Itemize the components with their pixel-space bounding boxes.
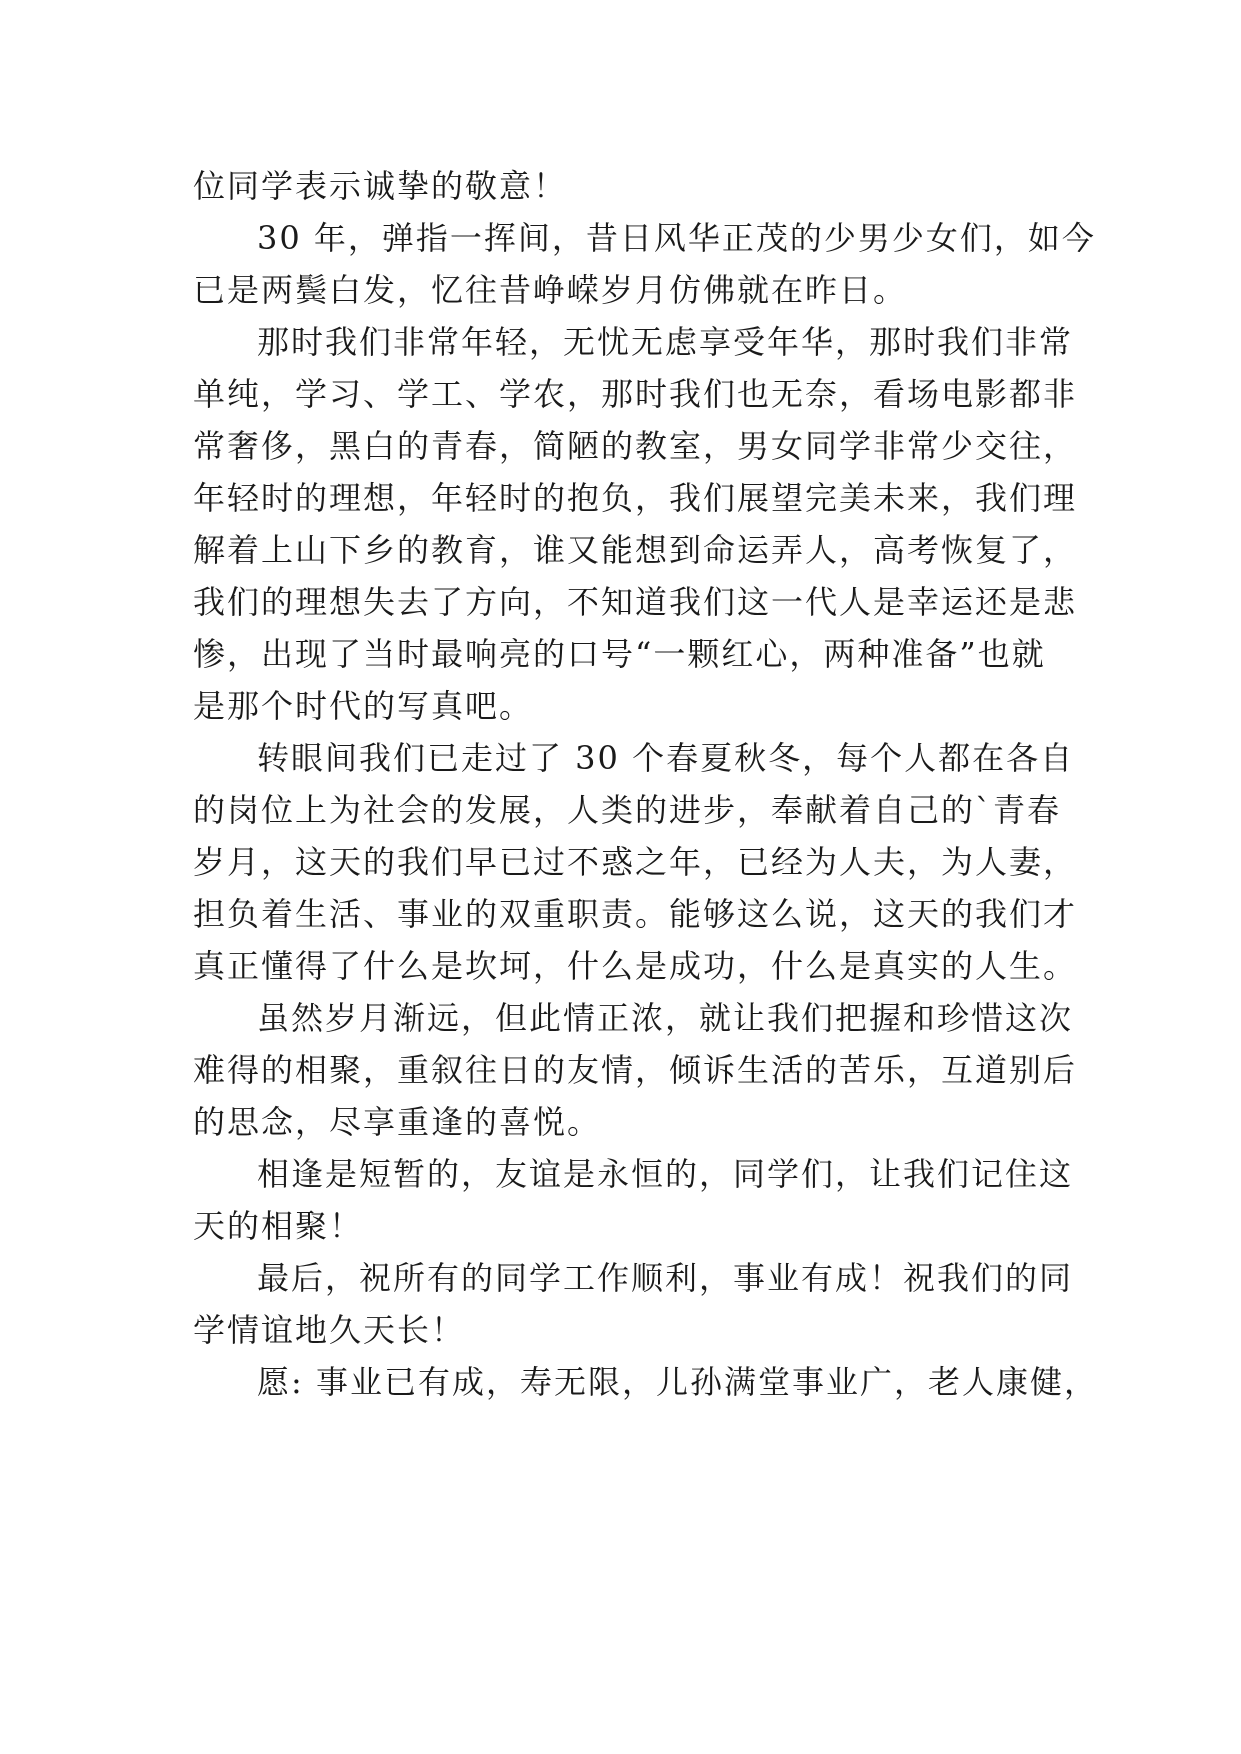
text-line: 解着上山下乡的教育，谁又能想到命运弄人，高考恢复了， bbox=[193, 531, 1078, 569]
text-line: 的岗位上为社会的发展，人类的进步，奉献着自己的`青春 bbox=[193, 791, 1062, 829]
text-line: 担负着生活、事业的双重职责。能够这么说，这天的我们才 bbox=[193, 895, 1078, 933]
body-text bbox=[193, 160, 1098, 1408]
text-line: 转眼间我们已走过了 30 个春夏秋冬，每个人都在各自 bbox=[257, 739, 1075, 777]
text-line: 最后，祝所有的同学工作顺利，事业有成！祝我们的同 bbox=[257, 1259, 1074, 1297]
text-line: 年轻时的理想，年轻时的抱负，我们展望完美未来，我们理 bbox=[193, 479, 1078, 517]
text-line: 惨，出现了当时最响亮的口号“一颗红心，两种准备”也就 bbox=[193, 635, 1046, 673]
text-line: 虽然岁月渐远，但此情正浓，就让我们把握和珍惜这次 bbox=[257, 999, 1074, 1037]
text-line: 学情谊地久天长！ bbox=[193, 1311, 466, 1349]
text-line: 岁月，这天的我们早已过不惑之年，已经为人夫，为人妻， bbox=[193, 843, 1078, 881]
text-line: 那时我们非常年轻，无忧无虑享受年华，那时我们非常 bbox=[257, 323, 1074, 361]
text-line: 位同学表示诚挚的敬意！ bbox=[193, 167, 568, 205]
text-line: 相逢是短暂的，友谊是永恒的，同学们，让我们记住这 bbox=[257, 1155, 1074, 1193]
text-line: 的思念，尽享重逢的喜悦。 bbox=[193, 1103, 602, 1141]
text-line: 是那个时代的写真吧。 bbox=[193, 687, 534, 725]
text-line: 愿: 事业已有成，寿无限，儿孙满堂事业广，老人康健， bbox=[257, 1363, 1098, 1401]
text-line: 常奢侈，黑白的青春，简陋的教室，男女同学非常少交往， bbox=[193, 427, 1078, 465]
text-line: 30 年，弹指一挥间，昔日风华正茂的少男少女们，如今 bbox=[257, 219, 1096, 257]
text-line: 天的相聚！ bbox=[193, 1207, 364, 1245]
text-line: 已是两鬓白发，忆往昔峥嵘岁月仿佛就在昨日。 bbox=[193, 271, 908, 309]
text-line: 我们的理想失去了方向，不知道我们这一代人是幸运还是悲 bbox=[193, 583, 1078, 621]
text-line: 单纯，学习、学工、学农，那时我们也无奈，看场电影都非 bbox=[193, 375, 1078, 413]
text-line: 真正懂得了什么是坎坷，什么是成功，什么是真实的人生。 bbox=[193, 947, 1078, 985]
text-line: 难得的相聚，重叙往日的友情，倾诉生活的苦乐，互道别后 bbox=[193, 1051, 1078, 1089]
